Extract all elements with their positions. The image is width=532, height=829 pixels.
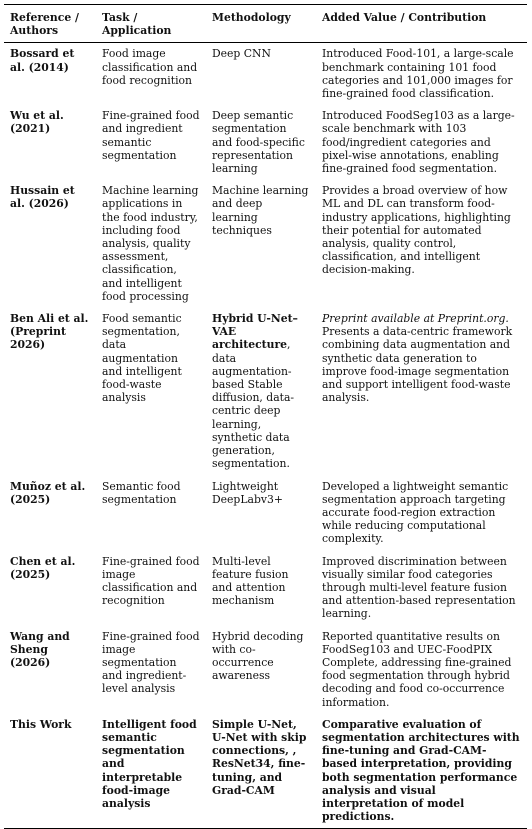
table-row [4, 308, 527, 475]
header-task: Task / Application [102, 11, 172, 38]
task-cell: Machine learning applications in the food industry, including food analysis, quality assessment, classification, and intelligent food processing [102, 184, 199, 303]
table-row [4, 43, 527, 105]
table-row [4, 551, 527, 626]
header-contribution: Added Value / Contribution [322, 11, 487, 24]
reference-cell: This Work [10, 717, 72, 731]
preprint-note: Preprint available at Preprint.org. [322, 312, 509, 326]
method-highlight: Hybrid U-Net–VAE architecture [212, 312, 298, 352]
contribution-cell: Comparative evaluation of segmentation architectures with fine-tuning and Grad-CAM-based interpretation, providing both segmentation performance analysis and visual interpretation of model predictions. [322, 717, 520, 824]
task-cell: Fine-grained food and ingredient semantic segmentation [102, 109, 200, 162]
reference-cell: Chen et al. (2025) [10, 554, 76, 581]
header-reference: Reference / Authors [10, 11, 79, 38]
task-cell: Food image classification and food recognition [102, 47, 198, 87]
reference-cell: Wang and Sheng (2026) [10, 629, 70, 669]
method-cell: Deep CNN [212, 47, 271, 61]
reference-cell: Bossard et al. (2014) [10, 47, 75, 74]
method-cell: Multi-level feature fusion and attention mechanism [212, 554, 289, 608]
task-cell: Intelligent food semantic segmentation and interpretable food-image analysis [102, 717, 197, 810]
this-work-row [4, 714, 527, 829]
method-cell: Lightweight DeepLabv3+ [212, 479, 283, 506]
table-row [4, 180, 527, 308]
contribution-cell: Improved discrimination between visually similar food categories through multi-level feature fusion and attention-based representation learning. [322, 554, 516, 621]
table-row [4, 626, 527, 714]
table-row [4, 105, 527, 180]
reference-cell: Ben Ali et al. (Preprint 2026) [10, 312, 89, 352]
reference-cell: Hussain et al. (2026) [10, 184, 75, 211]
contribution-cell: Reported quantitative results on FoodSeg103 and UEC-FoodPIX Complete, addressing fine-grained food segmentation through hybrid decoding and food co-occurrence information. [322, 629, 512, 709]
method-cell: Deep semantic segmentation and food-specific representation learning [212, 109, 305, 176]
method-cell: Simple U-Net, U-Net with skip connections, , ResNet34, fine-tuning, and Grad-CAM [212, 717, 307, 797]
header-methodology: Methodology [212, 11, 291, 24]
reference-cell: Muñoz et al. (2025) [10, 479, 86, 506]
contribution-cell: Introduced Food-101, a large-scale benchmark containing 101 food categories and 101,000 images for fine-grained food classification. [322, 47, 514, 101]
contribution-cell: Provides a broad overview of how ML and DL can transform food-industry applications, highlighting their potential for automated analysis, quality control, classification, and intelligent decision-making. [322, 184, 511, 277]
contribution-cell [316, 308, 527, 475]
method-cell: Hybrid decoding with co-occurrence awareness [212, 629, 304, 683]
table-header-row [4, 5, 527, 43]
method-cell: Machine learning and deep learning techniques [212, 184, 309, 237]
contribution-cell: Developed a lightweight semantic segmentation approach targeting accurate food-region extraction while reducing computational complexity. [322, 479, 509, 546]
contribution-text: Presents a data-centric framework combining data augmentation and synthetic data generation to improve food-image segmentation and support intelligent food-waste analysis. [322, 325, 513, 405]
method-text: , data augmentation-based Stable diffusion, data-centric deep learning, synthetic data generation, segmentation. [212, 338, 295, 471]
reference-cell: Wu et al. (2021) [10, 109, 64, 136]
table-row [4, 476, 527, 551]
method-cell [206, 308, 316, 475]
task-cell: Semantic food segmentation [102, 479, 181, 506]
task-cell: Fine-grained food image classification and recognition [102, 554, 200, 608]
contribution-cell: Introduced FoodSeg103 as a large-scale benchmark with 103 food/ingredient categories and pixel-wise annotations, enabling fine-grained food segmentation. [322, 109, 515, 176]
task-cell: Food semantic segmentation, data augmentation and intelligent food-waste analysis [102, 312, 182, 405]
task-cell: Fine-grained food image segmentation and ingredient-level analysis [102, 629, 200, 696]
literature-comparison-table [4, 4, 527, 829]
